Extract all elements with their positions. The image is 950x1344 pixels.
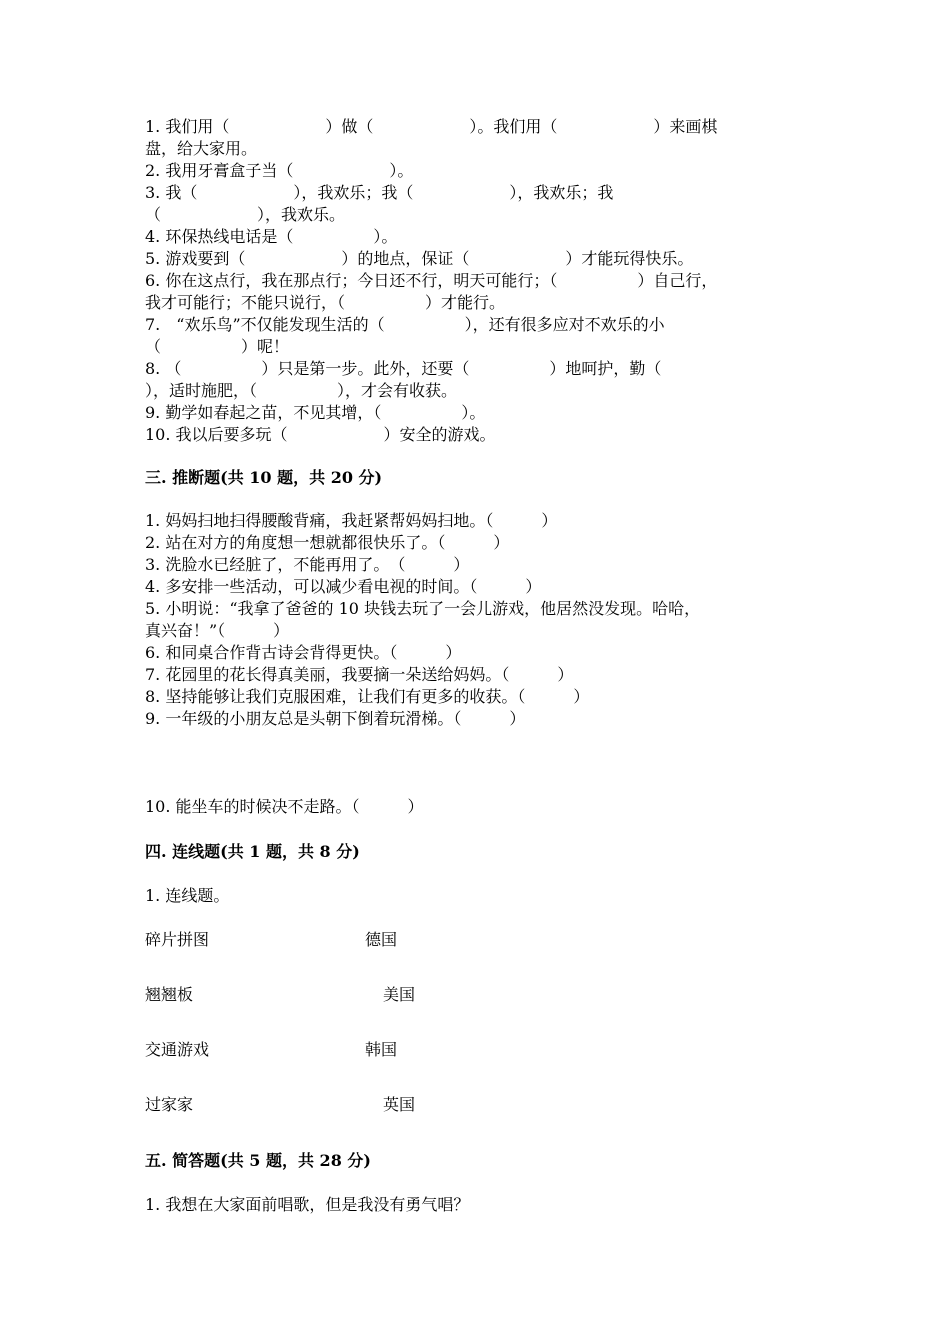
judge-question: 4. 多安排一些活动，可以减少看电视的时间。（ ） [145, 577, 542, 596]
matching-right-item: 英国 [383, 1095, 416, 1114]
matching-left-item: 翘翘板 [145, 985, 194, 1004]
fill-blank-line: 2. 我用牙膏盒子当（ ）。 [145, 161, 414, 180]
judge-question: 8. 坚持能够让我们克服困难，让我们有更多的收获。（ ） [145, 687, 590, 706]
section-heading-matching: 四. 连线题(共 1 题，共 8 分) [145, 842, 360, 861]
fill-blank-line: ），适时施肥，（ ），才会有收获。 [145, 381, 458, 400]
fill-blank-line: 6. 你在这点行，我在那点行；今日还不行，明天可能行；（ ）自己行， [145, 271, 718, 290]
fill-blank-line: 1. 我们用（ ）做（ ）。我们用（ ）来画棋 [145, 117, 718, 136]
fill-blank-line: 我才可能行；不能只说行，（ ）才能行。 [145, 293, 506, 312]
fill-blank-line: （ ）呢！ [145, 337, 290, 356]
matching-left-item: 过家家 [145, 1095, 194, 1114]
judge-question: 6. 和同桌合作背古诗会背得更快。（ ） [145, 643, 462, 662]
fill-blank-line: 10. 我以后要多玩（ ）安全的游戏。 [145, 425, 496, 444]
fill-blank-line: 4. 环保热线电话是（ ）。 [145, 227, 398, 246]
short-answer-question: 1. 我想在大家面前唱歌，但是我没有勇气唱？ [145, 1195, 470, 1214]
matching-question: 1. 连线题。 [145, 886, 230, 905]
judge-question: 2. 站在对方的角度想一想就都很快乐了。（ ） [145, 533, 510, 552]
section-heading-judge: 三. 推断题(共 10 题，共 20 分) [145, 468, 383, 487]
matching-left-item: 交通游戏 [145, 1040, 210, 1059]
fill-blank-line: 3. 我（ ），我欢乐；我（ ），我欢乐；我 [145, 183, 614, 202]
fill-blank-line: 9. 勤学如春起之苗，不见其增，（ ）。 [145, 403, 486, 422]
judge-question: 3. 洗脸水已经脏了，不能再用了。 （ ） [145, 555, 470, 574]
matching-right-item: 美国 [383, 985, 416, 1004]
judge-question: 1. 妈妈扫地扫得腰酸背痛，我赶紧帮妈妈扫地。（ ） [145, 511, 558, 530]
judge-question: 7. 花园里的花长得真美丽，我要摘一朵送给妈妈。（ ） [145, 665, 574, 684]
judge-question: 9. 一年级的小朋友总是头朝下倒着玩滑梯。（ ） [145, 709, 526, 728]
section-heading-short-answer: 五. 简答题(共 5 题，共 28 分) [145, 1151, 371, 1170]
fill-blank-line: 8. （ ）只是第一步。此外，还要（ ）地呵护，勤（ [145, 359, 662, 378]
judge-question: 5. 小明说：“我拿了爸爸的 10 块钱去玩了一会儿游戏，他居然没发现。哈哈， [145, 599, 701, 618]
judge-question: 10. 能坐车的时候决不走路。（ ） [145, 797, 424, 816]
matching-right-item: 德国 [365, 930, 398, 949]
fill-blank-line: （ ），我欢乐。 [145, 205, 346, 224]
fill-blank-line: 盘，给大家用。 [145, 139, 258, 158]
matching-right-item: 韩国 [365, 1040, 398, 1059]
matching-left-item: 碎片拼图 [145, 930, 210, 949]
judge-question: 真兴奋！”（ ） [145, 621, 290, 640]
fill-blank-line: 5. 游戏要到（ ）的地点，保证（ ）才能玩得快乐。 [145, 249, 694, 268]
fill-blank-line: 7. “欢乐鸟”不仅能发现生活的（ ），还有很多应对不欢乐的小 [145, 315, 665, 334]
